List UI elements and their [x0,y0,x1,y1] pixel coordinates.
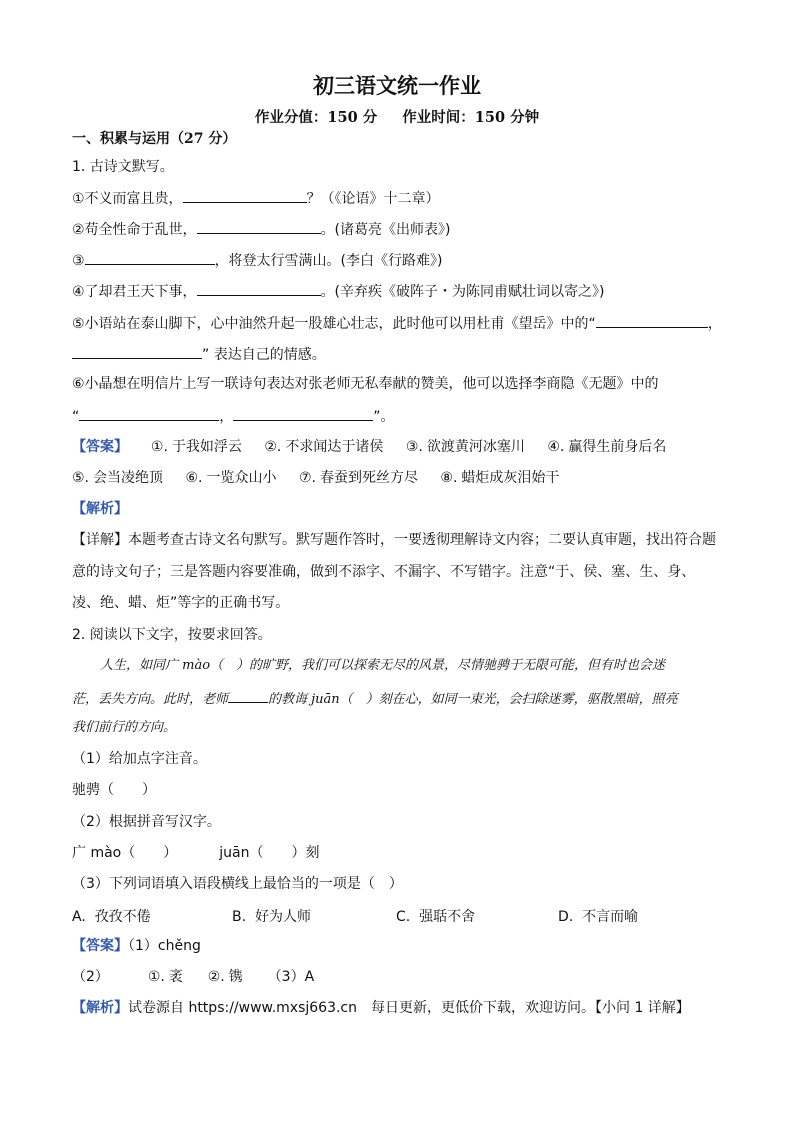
answer-blank[interactable] [183,188,307,203]
subquestion-1: （1）给加点字注音。 [72,751,207,767]
answer-label: 【答案】 [72,439,128,455]
q1-line-5: ⑤小语站在泰山脚下，心中油然升起一股雄心壮志，此时他可以用杜甫《望岳》中的“ ， [72,313,722,333]
analysis-label: 【解析】 [72,501,128,517]
passage-line-3: 我们前行的方向。 [72,720,177,735]
answer-item: ③. 欲渡黄河冰塞川 [405,439,525,455]
analysis-2-row [72,999,690,1017]
answer-item: ⑧. 蜡炬成灰泪始干 [440,470,560,486]
option-c[interactable]: C. 强聒不舍 [396,909,476,925]
page-subtitle [0,106,794,127]
score-info: 作业分值：150 分 [254,109,378,126]
answer-1-row-1 [72,438,684,456]
answer-2-row-2: （2） ①. 袤 ②. 镌 （3）A [72,969,315,985]
answer-blank[interactable] [228,688,268,703]
answer-item: ②. 不求闻达于诸侯 [264,439,384,455]
option-b[interactable]: B. 好为人师 [232,909,311,925]
q1-line-6: ” 表达自己的情感。 [72,344,326,364]
passage-line-2: 茫，丢失方向。此时，老师 的教诲 juān（ ）刻在心，如同一束光，会扫除迷雾，驱散黑暗，照亮 [72,688,678,709]
question-1-stem: 1. 古诗文默写。 [72,159,174,175]
page-title: 初三语文统一作业 [313,73,481,98]
answer-blank[interactable] [85,250,215,265]
answer-item: ④. 赢得生前身后名 [547,439,667,455]
answer-blank[interactable] [72,344,202,359]
answer-blank[interactable] [596,313,708,328]
analysis-label: 【解析】 [72,1000,128,1016]
answer-item: ⑤. 会当凌绝顶 [72,470,164,486]
detail-line-2: 意的诗文句子；三是答题内容要准确，做到不添字、不漏字、不写错字。注意“于、侯、塞、生、身、 [72,564,696,580]
answer-blank[interactable] [197,219,321,234]
answer-label: 【答案】 [72,938,128,954]
option-a[interactable]: A. 孜孜不倦 [72,909,151,925]
subquestion-3: （3）下列词语填入语段横线上最恰当的一项是（ ） [72,876,403,892]
answer-2-row-1: 【答案】（1）chěng [72,938,201,954]
question-2-stem: 2. 阅读以下文字，按要求回答。 [72,627,272,643]
answer-blank[interactable] [197,281,321,296]
subquestion-1-word: 驰骋（ ） [72,782,156,798]
answer-blank[interactable] [233,406,373,421]
option-d[interactable]: D. 不言而喻 [558,909,639,925]
detail-line-1: 【详解】本题考查古诗文名句默写。默写题作答时，一要透彻理解诗文内容；二要认真审题，找出符合题 [72,532,716,548]
time-info: 作业时间：150 分钟 [402,109,540,126]
detail-line-3: 凌、绝、蜡、炬”等字的正确书写。 [72,595,290,611]
answer-item: ⑦. 春蚕到死丝方尽 [298,470,418,486]
q1-line-8: “ ， ”。 [72,406,395,426]
q1-line-1: ①不义而富且贵， ？（《论语》十二章） [72,188,440,208]
subquestion-2: （2）根据拼音写汉字。 [72,814,221,830]
source-text: 试卷源自 https://www.mxsj663.cn 每日更新，更低价下载，欢迎访问。【小问 1 详解】 [128,1000,690,1016]
q1-line-2: ②苟全性命于乱世， 。(诸葛亮《出师表》) [72,219,451,239]
section-heading: 一、积累与运用（27 分） [72,131,237,147]
passage-line-1: 人生，如同广 mào（ ）的旷野，我们可以探索无尽的风景，尽情驰骋于无限可能，但有时也会迷 [100,658,666,673]
q1-line-7: ⑥小晶想在明信片上写一联诗句表达对张老师无私奉献的赞美，他可以选择李商隐《无题》中的 [72,376,659,392]
answer-1-row-2 [72,469,577,487]
answer-item: ⑥. 一览众山小 [185,470,277,486]
q1-line-3: ③ ，将登太行雪满山。(李白《行路难》) [72,250,443,270]
answer-blank[interactable] [79,406,219,421]
q1-line-4: ④了却君王天下事， 。(辛弃疾《破阵子・为陈同甫赋壮词以寄之》) [72,281,605,301]
subquestion-2-words: 广 mào（ ） juān（ ）刻 [72,845,320,861]
answer-item: ①. 于我如浮云 [150,439,242,455]
